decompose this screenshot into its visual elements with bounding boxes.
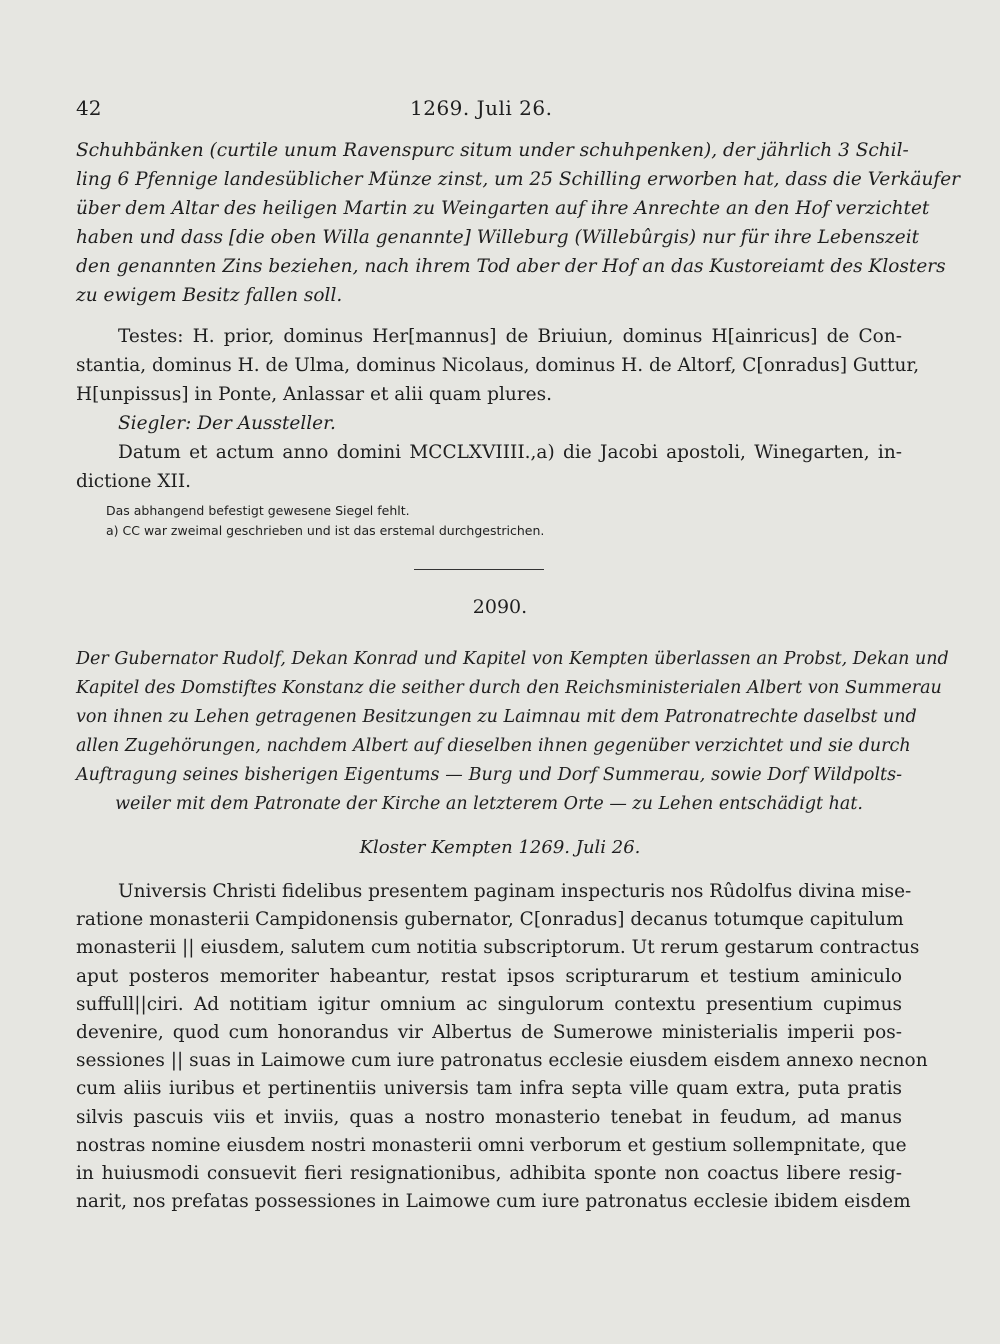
datum-line: Datum et actum anno domini MCCLXVIIII.,a) die Jacobi apostoli, Winegarten, in- (118, 442, 902, 463)
body-line: Universis Christi fidelibus presentem paginam inspecturis nos Rûdolfus divina mise- (118, 881, 912, 902)
regest-line: Der Gubernator Rudolf, Dekan Konrad und Kapitel von Kempten überlassen an Probst, Dekan und (76, 649, 949, 669)
siegler-line: Siegler: Der Aussteller. (118, 413, 336, 434)
page-header (76, 96, 902, 126)
regest-line: Kapitel des Domstiftes Konstanz die seither durch den Reichsministerialen Albert von Summerau (76, 678, 942, 698)
text-line: den genannten Zins beziehen, nach ihrem Tod aber der Hof an das Kustoreiamt des Klosters (76, 256, 946, 277)
regest-2090 (76, 645, 949, 819)
testes-line: Testes: H. prior, dominus Her[mannus] de Briuiun, dominus H[ainricus] de Con- (118, 326, 902, 347)
page-number: 42 (76, 96, 102, 120)
body-line: sessiones || suas in Laimowe cum iure patronatus ecclesie eiusdem eisdem annexo necnon (76, 1050, 928, 1072)
body-line: suffull||ciri. Ad notitiam igitur omnium ac singulorum contextu presentium cupimus (76, 993, 902, 1015)
body-line: cum aliis iuribus et pertinentiis universis tam infra septa ville quam extra, puta pratis (76, 1078, 902, 1100)
datum-line: dictione XII. (76, 471, 192, 492)
text-line: haben und dass [die oben Willa genannte] Willeburg (Willebûrgis) nur für ihre Lebenszeit (76, 227, 920, 248)
regest-line: Auftragung seines bisherigen Eigentums — Burg und Dorf Summerau, sowie Dorf Wildpolts- (76, 765, 902, 785)
regest-line: allen Zugehörungen, nachdem Albert auf dieselben ihnen gegenüber verzichtet und sie durch (76, 736, 911, 756)
text-line: ling 6 Pfennige landesüblicher Münze zinst, um 25 Schilling erworben hat, dass die Verkäufer (76, 169, 961, 190)
footnote: Das abhangend befestigt gewesene Siegel fehlt. (106, 503, 410, 518)
body-line: in huiusmodi consuevit fieri resignationibus, adhibita sponte non coactus libere resig- (76, 1163, 902, 1185)
preceding-regest-text (76, 136, 961, 310)
body-line: aput posteros memoriter habeantur, restat ipsos scripturarum et testium aminiculo (76, 965, 902, 987)
regest-line: von ihnen zu Lehen getragenen Besitzungen zu Laimnau mit dem Patronatrechte daselbst und (76, 707, 917, 727)
body-line: silvis pascuis viis et inviis, quas a nostro monasterio tenebat in feudum, ad manus (76, 1106, 902, 1128)
body-line: ratione monasterii Campidonensis gubernator, C[onradus] decanus totumque capitulum (76, 909, 904, 931)
running-date: 1269. Juli 26. (410, 96, 553, 120)
place-date-line: Kloster Kempten 1269. Juli 26. (359, 837, 641, 858)
document-number: 2090. (472, 596, 528, 618)
testes-section (76, 322, 920, 496)
footnotes (76, 501, 902, 541)
body-line: nostras nomine eiusdem nostri monasterii omni verborum et gestium sollempnitate, que (76, 1134, 907, 1156)
section-divider (414, 569, 544, 570)
body-line: monasterii || eiusdem, salutem cum notitia subscriptorum. Ut rerum gestarum contractus (76, 937, 920, 959)
body-line: narit, nos prefatas possessiones in Laimowe cum iure patronatus ecclesie ibidem eisdem (76, 1191, 911, 1213)
regest-line: weiler mit dem Patronate der Kirche an letzterem Orte — zu Lehen entschädigt hat. (115, 794, 863, 814)
text-line: über dem Altar des heiligen Martin zu Weingarten auf ihre Anrechte an den Hof verzichtet (76, 198, 930, 219)
testes-line: stantia, dominus H. de Ulma, dominus Nicolaus, dominus H. de Altorf, C[onradus] Guttur, (76, 355, 920, 376)
charter-body (76, 878, 928, 1216)
text-line: Schuhbänken (curtile unum Ravenspurc situm under schuhpenken), der jährlich 3 Schil- (76, 140, 909, 161)
body-line: devenire, quod cum honorandus vir Albertus de Sumerowe ministerialis imperii pos- (76, 1022, 902, 1044)
footnote: a) CC war zweimal geschrieben und ist das erstemal durchgestrichen. (106, 523, 545, 538)
testes-line: H[unpissus] in Ponte, Anlassar et alii quam plures. (76, 384, 552, 405)
text-line: zu ewigem Besitz fallen soll. (76, 285, 343, 306)
